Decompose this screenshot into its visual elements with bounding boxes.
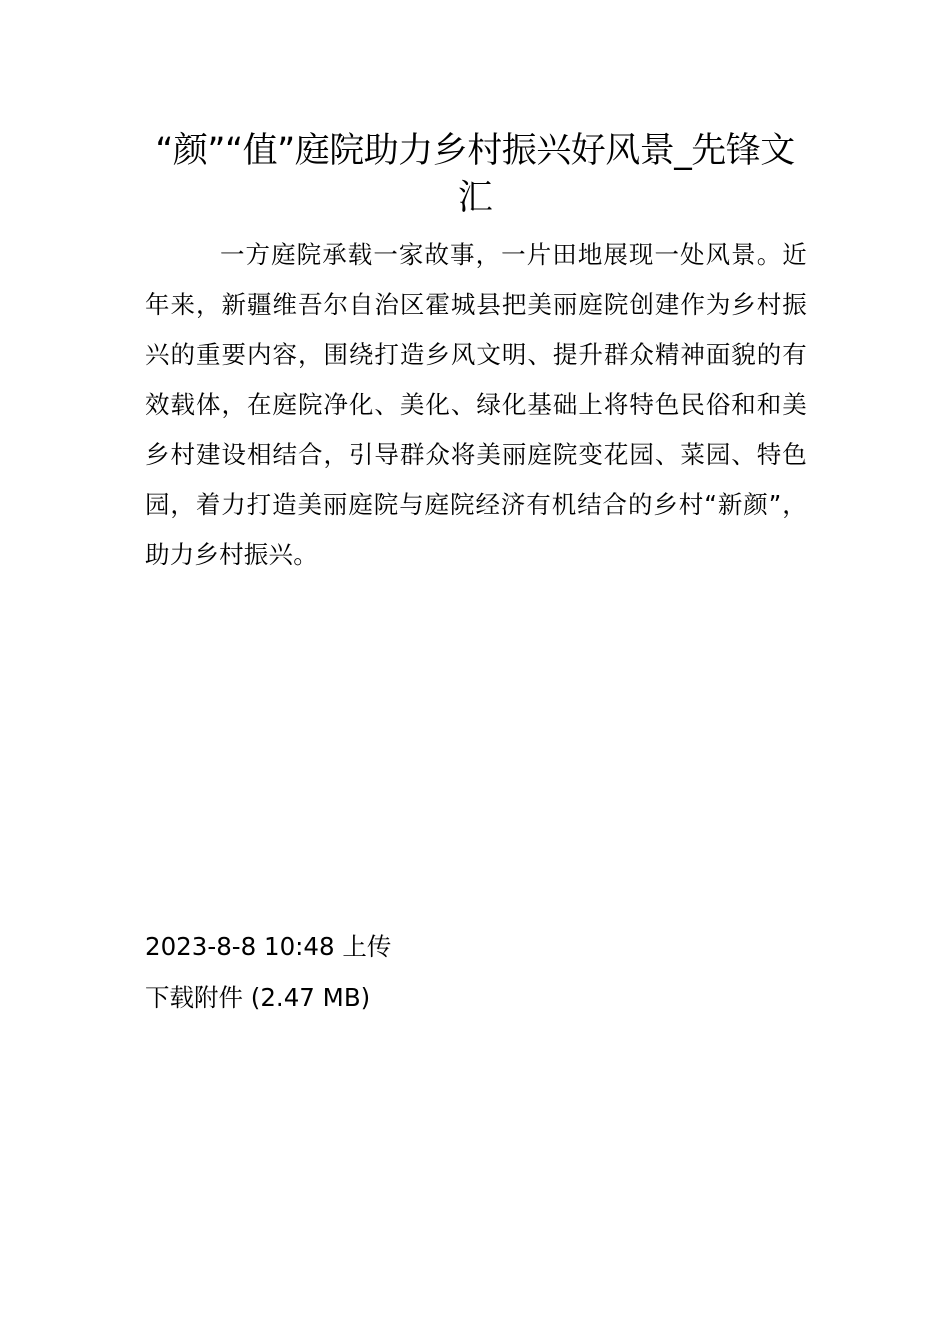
document-title: “颜”“值”庭院助力乡村振兴好风景_先锋文汇 xyxy=(155,131,795,218)
document-body-paragraph: 一方庭院承载一家故事，一片田地展现一处风景。近年来，新疆维吾尔自治区霍城县把美丽庭院创建作为乡村振兴的重要内容，围绕打造乡风文明、提升群众精神面貌的有效载体，在庭院净化、美化、绿化基础上将特色民俗和和美乡村建设相结合，引导群众将美丽庭院变花园、菜园、特色园，着力打造美丽庭院与庭院经济有机结合的乡村“新颜”，助力乡村振兴。 xyxy=(145,240,807,569)
download-attachment-link[interactable]: 下载附件 (2.47 MB) xyxy=(145,983,371,1012)
upload-timestamp: 2023-8-8 10:48 上传 xyxy=(145,932,392,961)
